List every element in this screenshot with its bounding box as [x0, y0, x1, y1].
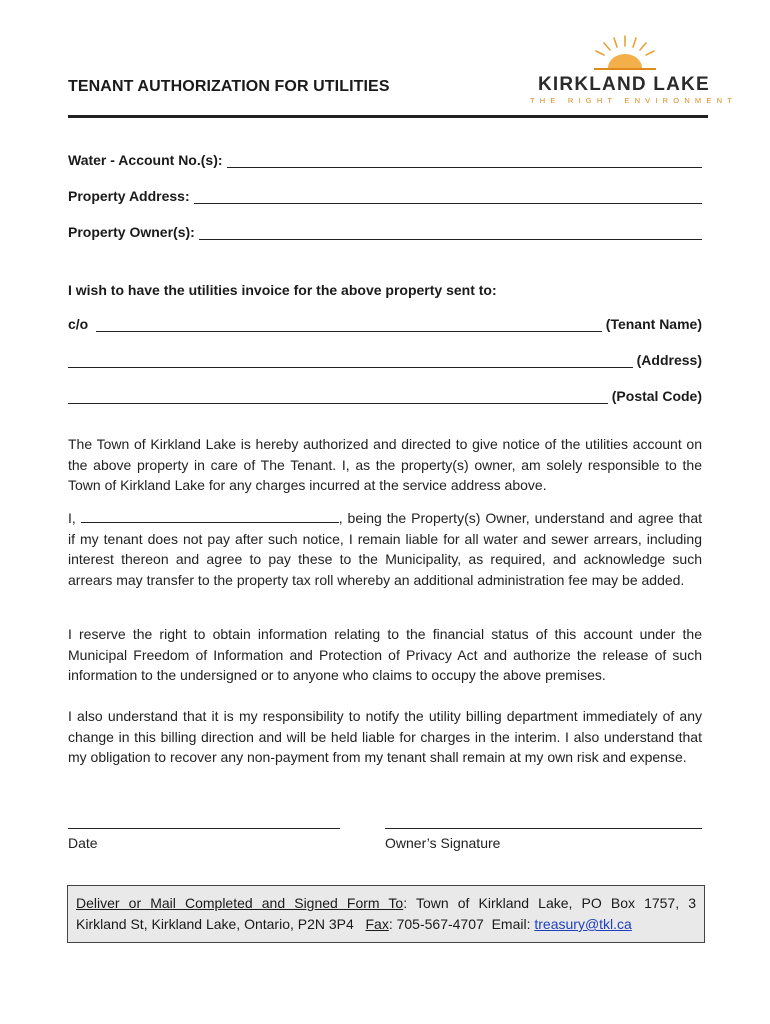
tenant-name-field — [68, 312, 702, 332]
fax-number: : 705-567-4707 — [388, 916, 484, 932]
page-title: TENANT AUTHORIZATION FOR UTILITIES — [68, 78, 390, 95]
email-label: Email: — [491, 916, 531, 932]
authorization-paragraph: The Town of Kirkland Lake is hereby authorized and directed to give notice of the utilities account on the above property in care of The Tenant. I, as the property(s) owner, am solely responsible to the Town of Kirkland Lake for any charges incurred at the service address above. — [68, 436, 702, 494]
send-to-intro: I wish to have the utilities invoice for the above property sent to: — [68, 282, 497, 298]
property-owner-input-line[interactable] — [199, 225, 702, 240]
tenant-address-field — [68, 348, 702, 368]
owner-signature-line[interactable] — [385, 828, 702, 829]
header-divider — [68, 115, 708, 118]
owner-signature-label: Owner’s Signature — [385, 835, 501, 851]
co-prefix: c/o — [68, 316, 89, 332]
water-account-field — [68, 148, 702, 168]
fax-label: Fax — [365, 916, 389, 932]
sunrise-icon — [590, 34, 660, 74]
logo-tagline: THE RIGHT ENVIRONMENT — [530, 96, 737, 105]
tenant-address-input-line[interactable] — [68, 353, 633, 368]
delivery-address-part-1: : Town of Kirkland Lake, PO Box 1757, 3 — [403, 895, 696, 911]
property-owner-label: Property Owner(s): — [68, 224, 195, 240]
email-link[interactable]: treasury@tkl.ca — [534, 916, 632, 932]
water-account-input-line[interactable] — [227, 153, 702, 168]
delivery-line-2 — [76, 914, 704, 935]
property-owner-field — [68, 220, 702, 240]
owner-name-input-line[interactable] — [81, 510, 339, 523]
date-signature-line[interactable] — [68, 828, 340, 829]
date-label: Date — [68, 835, 98, 851]
property-address-input-line[interactable] — [194, 189, 702, 204]
responsibility-paragraph: I also understand that it is my responsibility to notify the utility billing department immediately of any change in this billing direction and will be held liable for charges in the interim. I also understand that my obligation to recover any non-payment from my tenant shall remain at my own risk and expense. — [68, 708, 702, 766]
property-address-field — [68, 184, 702, 204]
liability-prefix: I, — [68, 510, 76, 526]
delivery-instructions-box — [67, 885, 705, 943]
kirkland-lake-logo — [528, 34, 737, 106]
liability-paragraph — [68, 508, 702, 590]
delivery-address-part-2: Kirkland St, Kirkland Lake, Ontario, P2N 3P4 — [76, 916, 354, 932]
logo-wordmark: KIRKLAND LAKE — [538, 74, 710, 95]
tenant-name-input-line[interactable] — [96, 317, 602, 332]
postal-code-input-line[interactable] — [68, 389, 608, 404]
delivery-line-1 — [76, 893, 704, 914]
liability-text: , being the Property(s) Owner, understand and agree that if my tenant does not pay after such notice, I remain liable for all water and sewer arrears, including interest thereon and agree to pay these to the Municipality, as required, and acknowledge such arrears may transfer to the property tax roll whereby an additional administration fee may be added. — [68, 510, 703, 588]
postal-code-label: (Postal Code) — [611, 388, 702, 404]
tenant-address-label: (Address) — [636, 352, 702, 368]
tenant-name-label: (Tenant Name) — [605, 316, 702, 332]
postal-code-field — [68, 384, 702, 404]
water-account-label: Water - Account No.(s): — [68, 152, 223, 168]
privacy-paragraph: I reserve the right to obtain information relating to the financial status of this account under the Municipal Freedom of Information and Protection of Privacy Act and authorize the release of such information to the undersigned or to anyone who claims to occupy the above premises. — [68, 626, 702, 684]
property-address-label: Property Address: — [68, 188, 190, 204]
deliver-label: Deliver or Mail Completed and Signed Form To — [76, 895, 404, 911]
